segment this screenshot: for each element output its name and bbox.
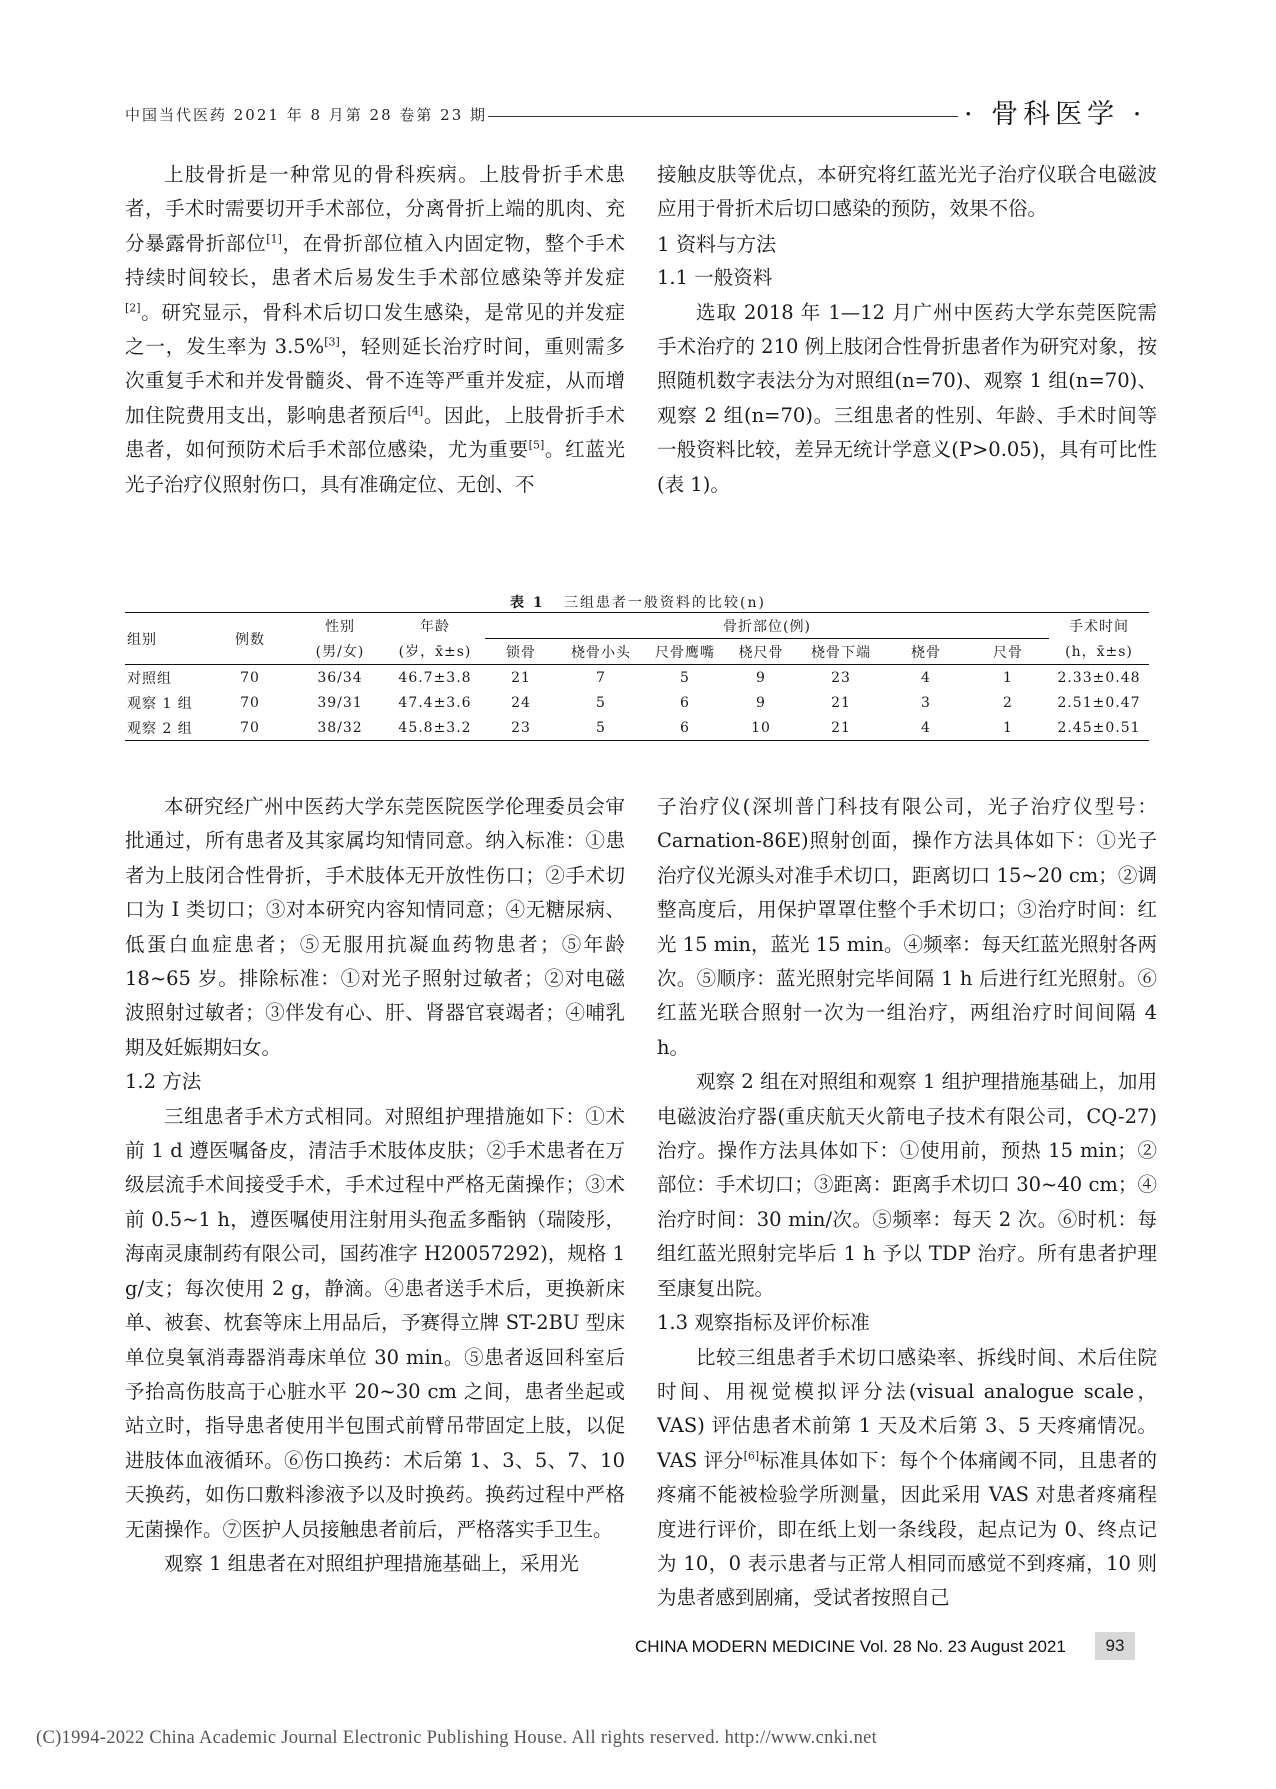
col-header-fracture-site: 骨折部位(例)	[485, 613, 1049, 639]
cell-age: 47.4±3.6	[398, 694, 472, 711]
ref-6: [6]	[743, 1449, 760, 1463]
cell-site: 23	[831, 669, 851, 686]
section-title: · 骨科医学 ·	[964, 99, 1147, 130]
general-data-paragraph: 选取 2018 年 1—12 月广州中医药大学东莞医院需手术治疗的 210 例上肢闭合性骨折患者作为研究对象，按照随机数字表法分为对照组(n=70)、观察 1 组(n=70)、观察 2 组(n=70)。三组患者的性别、年龄、手术时间等一般资料比较，差异无统计学意义(P>0.05)，具有可比性(表 1)。	[657, 300, 1157, 496]
cell-site: 3	[921, 694, 931, 711]
section-heading-materials-methods: 1 资料与方法	[657, 231, 777, 256]
intro-paragraph: 上肢骨折是一种常见的骨科疾病。上肢骨折手术患者，手术时需要切开手术部位，分离骨折上端的肌肉、充分暴露骨折部位[1]，在骨折部位植入内固定物，整个手术持续时间较长，患者术后易发生手术部位感染等并发症[2]。研究显示，骨科术后切口发生感染，是常见的并发症之一，发生率为 3.5%[3]，轻则延长治疗时间，重则需多次重复手术和并发骨髓炎、骨不连等严重并发症，从而增加住院费用支出，影响患者预后[4]。因此，上肢骨折手术患者，如何预防术后手术部位感染，尤为重要[5]。红蓝光光子治疗仪照射伤口，具有准确定位、无创、不	[125, 163, 625, 496]
cell-site: 9	[756, 669, 766, 686]
cell-group: 观察 1 组	[127, 695, 193, 712]
ref-1: [1]	[266, 232, 282, 246]
cell-site: 5	[557, 715, 645, 741]
cell-site: 9	[756, 694, 766, 711]
page-number: 93	[1095, 1632, 1135, 1660]
ethics-criteria-paragraph: 本研究经广州中医药大学东莞医院医学伦理委员会审批通过，所有患者及其家属均知情同意。纳入标准：①患者为上肢闭合性骨折，手术肢体无开放性伤口；②手术切口为 I 类切口；③对本研究内容知情同意；④无糖尿病、低蛋白血症患者；⑤无服用抗凝血药物患者；⑤年龄 18~65 岁。排除标准：①对光子照射过敏者；②对电磁波照射过敏者；③伴发有心、肝、肾器官衰竭者；④哺乳期及妊娠期妇女。	[125, 795, 625, 1059]
column-2	[657, 158, 1157, 502]
cell-site: 6	[680, 694, 690, 711]
cell-site: 5	[680, 669, 690, 686]
subheading-methods: 1.2 方法	[125, 1070, 202, 1094]
subheading-general-data: 1.1 一般资料	[657, 266, 773, 290]
col-header-op-time: 手术时间	[1049, 613, 1149, 639]
column-1	[125, 158, 625, 502]
header-rule	[488, 116, 958, 117]
cell-sex: 38/32	[295, 715, 385, 741]
cell-site: 10	[725, 715, 797, 741]
col-header-site: 锁骨	[485, 639, 557, 665]
col-header-op-time-unit: (h，x̄±s)	[1049, 639, 1149, 665]
col-header-age-unit: (岁，x̄±s)	[385, 639, 485, 665]
col-header-site: 桡骨	[885, 639, 967, 665]
column-4	[657, 790, 1157, 1616]
table-caption: 表 1 三组患者一般资料的比较(n)	[510, 595, 766, 611]
table-row	[125, 690, 1149, 715]
cell-site: 24	[511, 694, 531, 711]
cell-site: 4	[885, 715, 967, 741]
observation-2-paragraph: 观察 2 组在对照组和观察 1 组护理措施基础上，加用电磁波治疗器(重庆航天火箭电子技术有限公司，CQ-27)治疗。操作方法具体如下：①使用前，预热 15 min；②部位：手术切口；③距离：距离手术切口 30~40 cm；④治疗时间：30 min/次。⑤频率：每天 2 次。⑥时机：每组红蓝光照射完毕后 1 h 予以 TDP 治疗。所有患者护理至康复出院。	[657, 1070, 1157, 1300]
cell-site: 2	[1003, 694, 1013, 711]
cell-n: 70	[240, 694, 260, 711]
table-row	[125, 715, 1149, 741]
cell-time: 2.51±0.47	[1057, 694, 1141, 711]
column-3	[125, 790, 625, 1581]
col-header-site: 桡骨下端	[797, 639, 885, 665]
col-header-site: 尺骨鹰嘴	[645, 639, 725, 665]
observation-1-paragraph: 观察 1 组患者在对照组护理措施基础上，采用光	[164, 1551, 579, 1575]
col-header-sex-unit: (男/女)	[295, 639, 385, 665]
col-header-sex: 性别	[295, 613, 385, 639]
cell-site: 6	[645, 715, 725, 741]
col-header-age: 年龄	[385, 613, 485, 639]
col-header-site: 尺骨	[967, 639, 1049, 665]
col-header-site: 桡骨小头	[557, 639, 645, 665]
cell-site: 5	[596, 694, 606, 711]
cell-group: 对照组	[127, 670, 172, 687]
ref-5: [5]	[528, 438, 545, 452]
cell-site: 1	[1003, 669, 1013, 686]
photon-therapy-paragraph: 子治疗仪(深圳普门科技有限公司，光子治疗仪型号：Carnation-86E)照射创面，操作方法具体如下：①光子治疗仪光源头对准手术切口，距离切口 15~20 cm；②调整高度后，用保护罩罩住整个手术切口；③治疗时间：红光 15 min，蓝光 15 min。④频率：每天红蓝光照射各两次。⑤顺序：蓝光照射完毕间隔 1 h 后进行红光照射。⑥红蓝光联合照射一次为一组治疗，两组治疗时间间隔 4 h。	[657, 795, 1157, 1059]
journal-header: 中国当代医药 2021 年 8 月第 28 卷第 23 期	[125, 106, 488, 124]
copyright-line: (C)1994-2022 China Academic Journal Electronic Publishing House. All rights reserved. http://www.cnki.net	[36, 1728, 878, 1748]
cell-group: 观察 2 组	[125, 715, 205, 741]
intro-paragraph-end: 接触皮肤等优点，本研究将红蓝光光子治疗仪联合电磁波应用于骨折术后切口感染的预防，效果不俗。	[657, 163, 1157, 221]
table-row	[125, 665, 1149, 691]
ref-3: [3]	[324, 335, 340, 349]
cell-site: 21	[797, 715, 885, 741]
control-group-paragraph: 三组患者手术方式相同。对照组护理措施如下：①术前 1 d 遵医嘱备皮，清洁手术肢体皮肤；②手术患者在万级层流手术间接受手术，手术过程中严格无菌操作；③术前 0.5~1 h，遵医嘱使用注射用头孢孟多酯钠（瑞陵彤，海南灵康制药有限公司，国药准字 H20057292)，规格 1 g/支；每次使用 2 g，静滴。④患者送手术后，更换新床单、被套、枕套等床上用品后，予赛得立牌 ST-2BU 型床单位臭氧消毒器消毒床单位 30 min。⑤患者返回科室后予抬高伤肢高于心脏水平 20~30 cm 之间，患者坐起或站立时，指导患者使用半包围式前臂吊带固定上肢，以促进肢体血液循环。⑥伤口换药：术后第 1、3、5、7、10 天换药，如伤口敷料渗液予以及时换药。换药过程中严格无菌操作。⑦医护人员接触患者前后，严格落实手卫生。	[125, 1104, 625, 1541]
col-header-cases: 例数	[205, 613, 295, 665]
cell-time: 2.45±0.51	[1049, 715, 1149, 741]
ref-4: [4]	[407, 404, 424, 418]
cell-n: 70	[205, 715, 295, 741]
ref-2: [2]	[125, 301, 141, 315]
cell-site: 4	[921, 669, 931, 686]
cell-sex: 36/34	[317, 669, 363, 686]
col-header-site: 桡尺骨	[725, 639, 797, 665]
cell-time: 2.33±0.48	[1057, 669, 1141, 686]
cell-site: 1	[967, 715, 1049, 741]
cell-n: 70	[240, 669, 260, 686]
cell-age: 45.8±3.2	[385, 715, 485, 741]
cell-sex: 39/31	[317, 694, 363, 711]
cell-age: 46.7±3.8	[398, 669, 472, 686]
cell-site: 7	[596, 669, 606, 686]
col-header-group: 组别	[125, 613, 205, 665]
cell-site: 23	[485, 715, 557, 741]
table-1	[125, 612, 1149, 741]
subheading-indicators: 1.3 观察指标及评价标准	[657, 1311, 870, 1335]
indicators-paragraph: 比较三组患者手术切口感染率、拆线时间、术后住院时间、用视觉模拟评分法(visual analogue scale，VAS) 评估患者术前第 1 天及术后第 3、5 天疼痛情况。VAS 评分[6]标准具体如下：每个个体痛阈不同，且患者的疼痛不能被检验学所测量，因此采用 VAS 对患者疼痛程度进行评价，即在纸上划一条线段，起点记为 0、终点记为 10，0 表示患者与正常人相同而感觉不到疼痛，10 则为患者感到剧痛，受试者按照自己	[657, 1345, 1157, 1610]
journal-footer: CHINA MODERN MEDICINE Vol. 28 No. 23 August 2021	[635, 1637, 1066, 1656]
cell-site: 21	[511, 669, 531, 686]
cell-site: 21	[831, 694, 851, 711]
